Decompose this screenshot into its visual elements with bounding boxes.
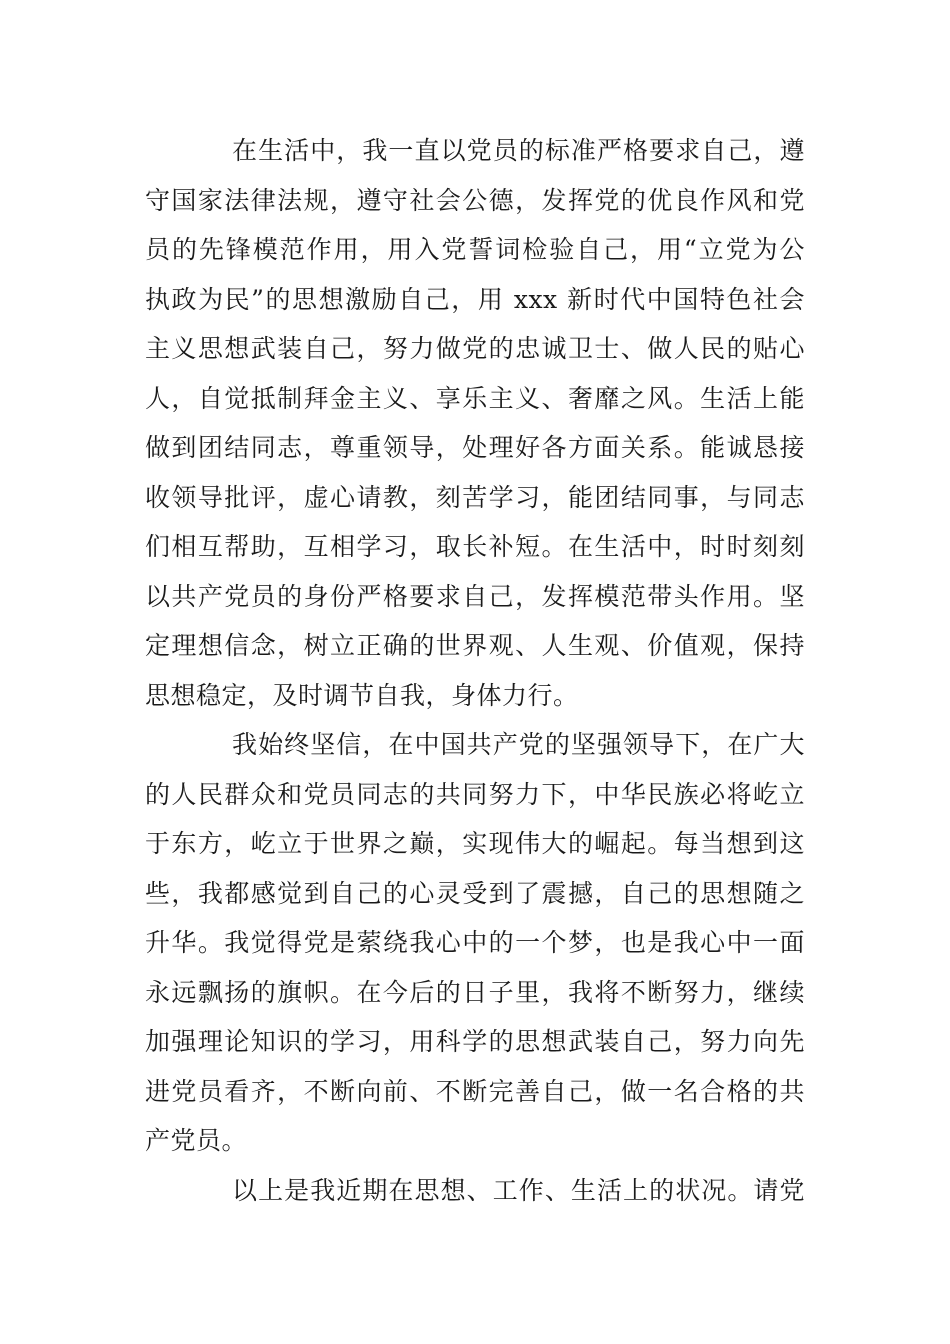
paragraph-3 bbox=[145, 1166, 805, 1216]
paragraph-1 bbox=[145, 126, 805, 720]
paragraph-line: 收领导批评，虚心请教，刻苦学习，能团结同事，与同志 bbox=[145, 482, 805, 512]
paragraph-line: 们相互帮助，互相学习，取长补短。在生活中，时时刻刻 bbox=[145, 532, 805, 561]
paragraph-2 bbox=[145, 720, 805, 1166]
paragraph-line: 些，我都感觉到自己的心灵受到了震撼，自己的思想随之 bbox=[145, 878, 805, 908]
paragraph-line: 以共产党员的身份严格要求自己，发挥模范带头作用。坚 bbox=[145, 581, 805, 611]
paragraph-line: 产党员。 bbox=[145, 1126, 248, 1155]
paragraph-line: 我始终坚信，在中国共产党的坚强领导下，在广大 bbox=[232, 730, 805, 759]
paragraph-line: 主义思想武装自己，努力做党的忠诚卫士、做人民的贴心 bbox=[145, 334, 805, 363]
document-body bbox=[145, 126, 805, 1215]
paragraph-line: 升华。我觉得党是萦绕我心中的一个梦，也是我心中一面 bbox=[145, 928, 805, 957]
paragraph-line: 思想稳定，及时调节自我，身体力行。 bbox=[145, 680, 579, 710]
paragraph-line: 执政为民”的思想激励自己，用 xxx 新时代中国特色社会 bbox=[145, 284, 805, 314]
paragraph-line: 做到团结同志，尊重领导，处理好各方面关系。能诚恳接 bbox=[145, 433, 805, 462]
paragraph-line: 于东方，屹立于世界之巅，实现伟大的崛起。每当想到这 bbox=[145, 829, 805, 858]
paragraph-line: 永远飘扬的旗帜。在今后的日子里，我将不断努力，继续 bbox=[145, 977, 805, 1007]
paragraph-line: 在生活中，我一直以党员的标准严格要求自己，遵 bbox=[232, 136, 805, 165]
paragraph-line: 人，自觉抵制拜金主义、享乐主义、奢靡之风。生活上能 bbox=[145, 383, 805, 413]
paragraph-line: 加强理论知识的学习，用科学的思想武装自己，努力向先 bbox=[145, 1027, 805, 1056]
paragraph-line: 员的先锋模范作用，用入党誓词检验自己，用“立党为公 bbox=[145, 235, 805, 264]
paragraph-line: 进党员看齐，不断向前、不断完善自己，做一名合格的共 bbox=[145, 1076, 805, 1106]
paragraph-line: 定理想信念，树立正确的世界观、人生观、价值观，保持 bbox=[145, 631, 805, 660]
paragraph-line: 守国家法律法规，遵守社会公德，发挥党的优良作风和党 bbox=[145, 185, 805, 215]
paragraph-line: 的人民群众和党员同志的共同努力下，中华民族必将屹立 bbox=[145, 779, 805, 809]
paragraph-line: 以上是我近期在思想、工作、生活上的状况。请党 bbox=[232, 1175, 805, 1205]
